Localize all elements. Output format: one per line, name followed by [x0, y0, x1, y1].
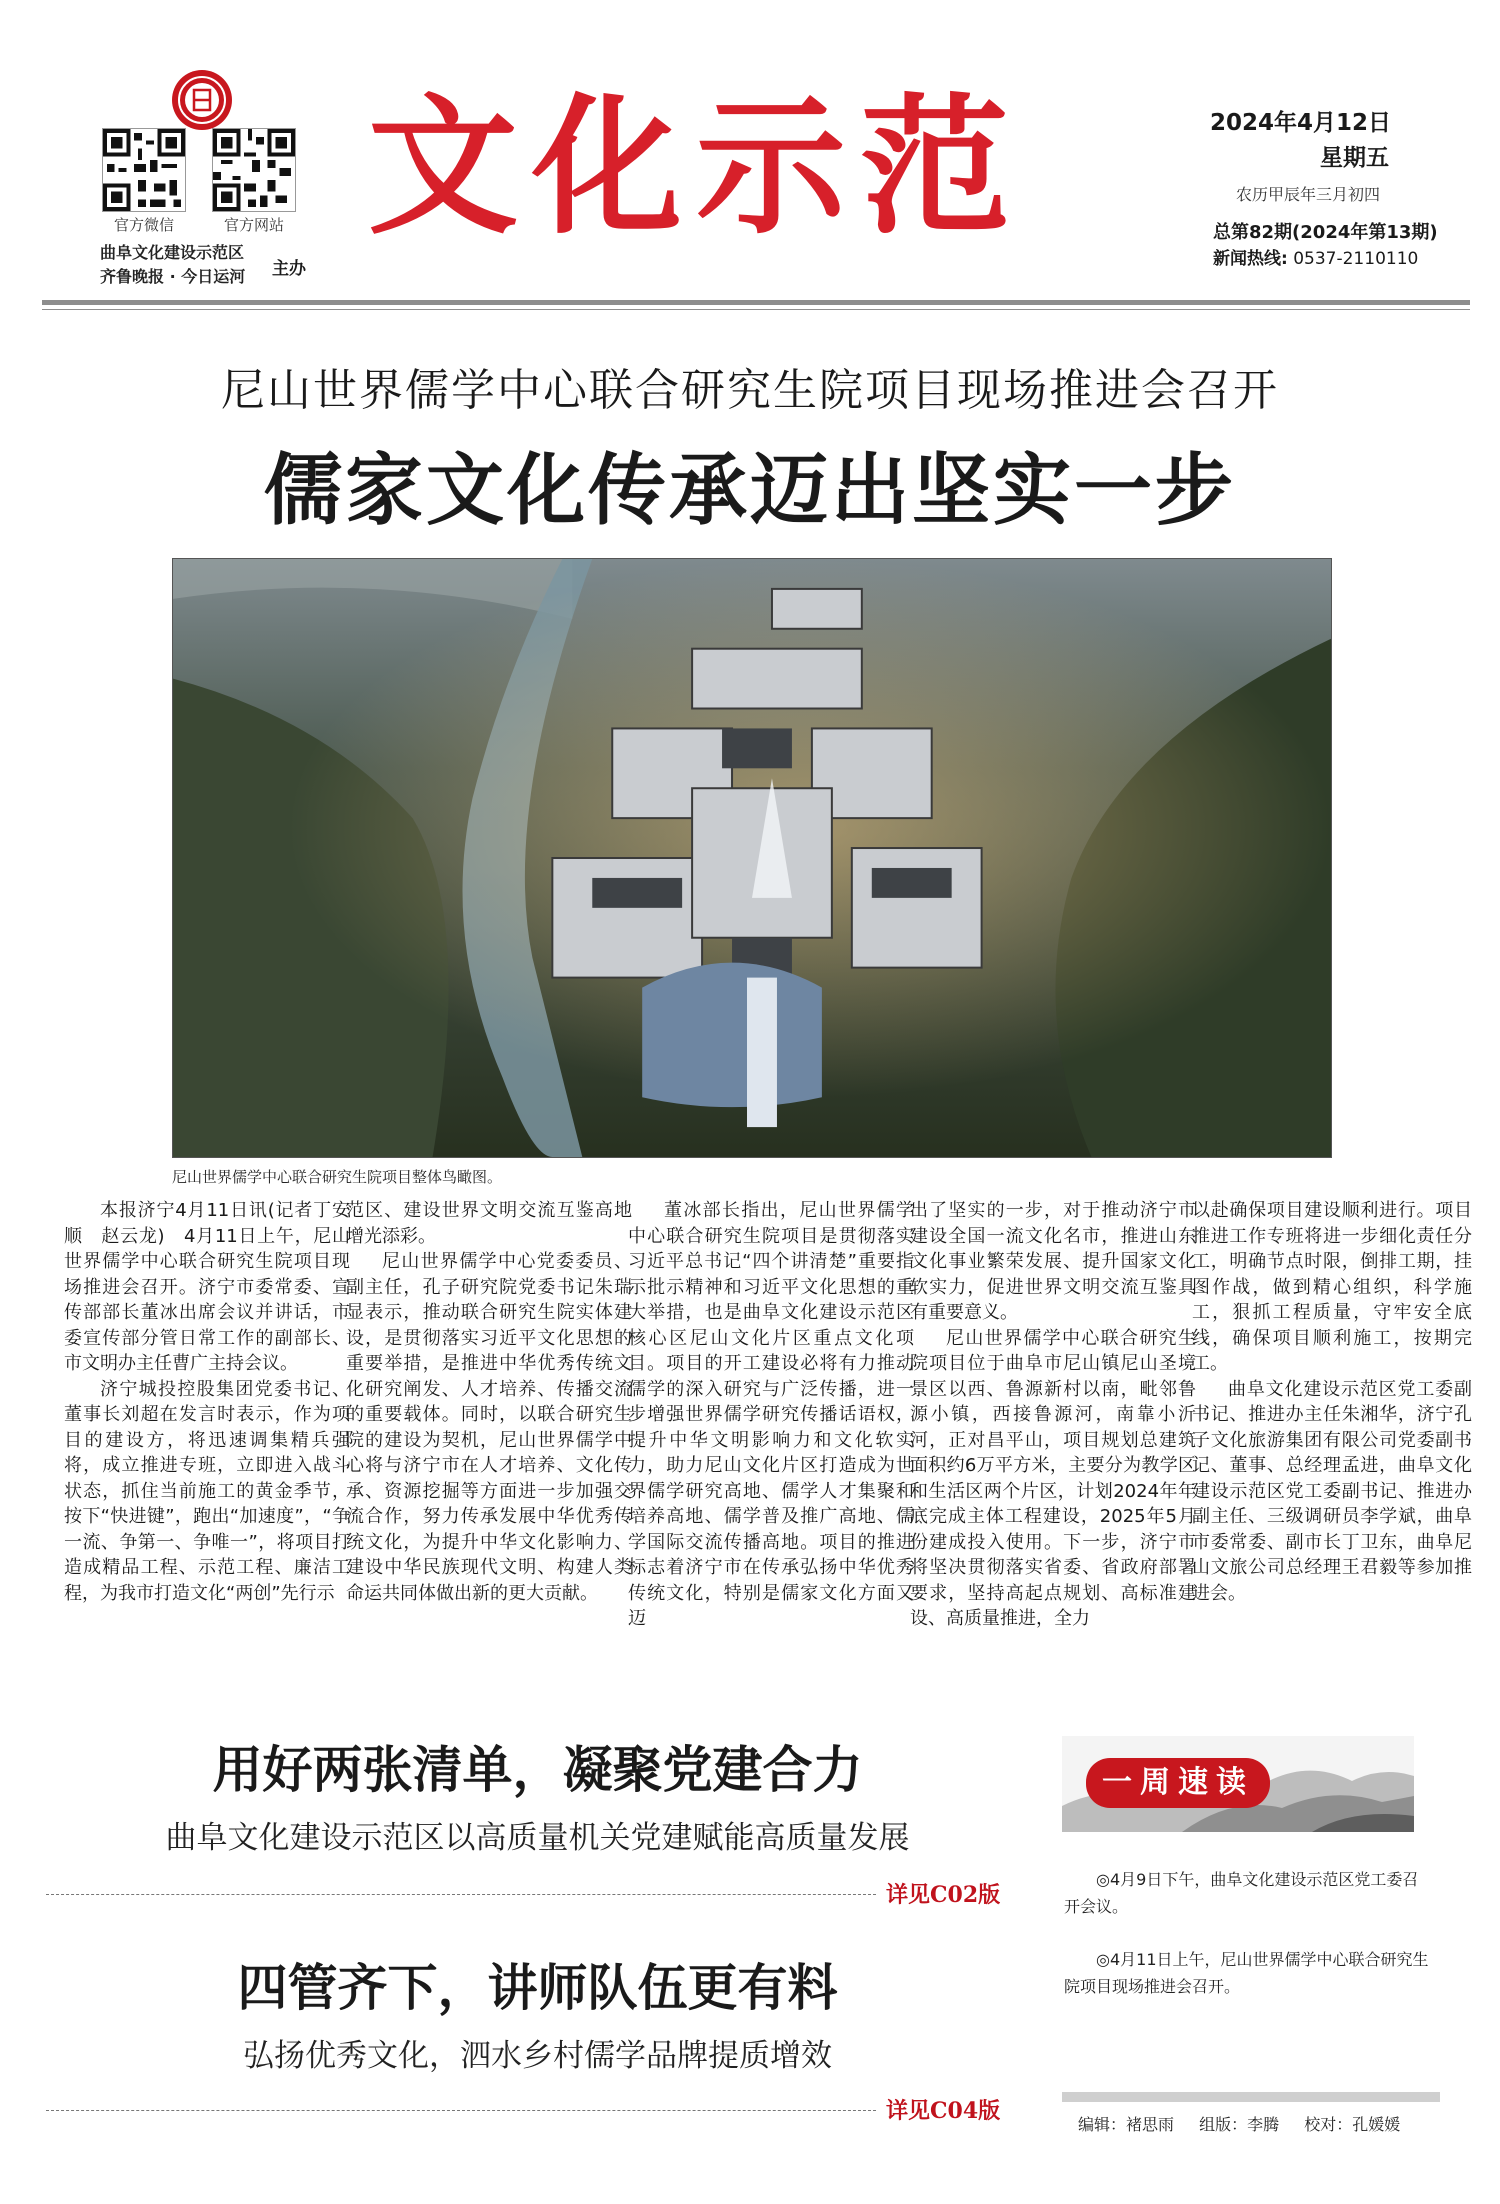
- photo-caption: 尼山世界儒学中心联合研究生院项目整体鸟瞰图。: [172, 1168, 503, 1186]
- brief-rule: [1062, 2092, 1440, 2102]
- issue-weekday: 星期五: [1320, 145, 1389, 171]
- article-paragraph: 曲阜文化建设示范区党工委副书记、推进办主任朱湘华，济宁孔子文化旅游集团有限公司党委副书记、董事、总经理孟进，曲阜文化建设示范区党工委副书记、推进办副主任、三级调研员李学斌，曲阜市委常委、副市长丁卫东，曲阜尼山文旅公司总经理王君毅等参加推进会。: [1192, 1378, 1472, 1604]
- article-column-4: [910, 1198, 1196, 1632]
- qr-label-website: 官方网站: [223, 216, 284, 234]
- credit-layout: 组版：李腾: [1199, 2115, 1280, 2134]
- qr-code-wechat[interactable]: [102, 128, 186, 212]
- article-column-1: [64, 1198, 350, 1606]
- article-paragraph: 董冰部长指出，尼山世界儒学中心联合研究生院项目是贯彻落实习近平总书记“四个讲清楚”重要指示批示精神和习近平文化思想的重大举措，也是曲阜文化建设示范区核心区尼山文化片区重点文化项目。项目的开工建设必将有力推动儒学的深入研究与广泛传播，进一步增强世界儒学研究传播话语权，提升中华文明影响力和文化软实力，助力尼山文化片区打造成为世界儒学研究高地、儒学人才集聚和培养高地、儒学普及推广高地、儒学国际交流传播高地。项目的推进标志着济宁市在传承弘扬中华优秀传统文化，特别是儒家文化方面又迈: [628, 1200, 914, 1629]
- lunar-date: 农历甲辰年三月初四: [1236, 185, 1381, 204]
- sponsor-line-2: 齐鲁晚报 · 今日运河: [100, 267, 246, 286]
- aerial-campus-photo[interactable]: [172, 558, 1332, 1158]
- sponsor-role: 主办: [272, 259, 306, 279]
- article-paragraph: 本报济宁4月11日讯(记者丁安顺 赵云龙) 4月11日上午，尼山世界儒学中心联合研究生院项目现场推进会召开。济宁市委常委、宣传部部长董冰出席会议并讲话，市委宣传部分管日常工作的副部长、市文明办主任曹广主持会议。: [64, 1200, 350, 1374]
- story2-divider: [46, 1894, 876, 1895]
- sponsor-line-1: 曲阜文化建设示范区: [100, 243, 245, 262]
- article-column-5: [1192, 1198, 1472, 1606]
- page-credits: [1078, 2112, 1416, 2135]
- weekly-brief-title: 一周速读: [1086, 1758, 1270, 1808]
- story2-see-page-link[interactable]: 详见C02版: [886, 1882, 1001, 1908]
- newspaper-flag-title: 文化示范: [368, 79, 1025, 255]
- story2-headline[interactable]: 用好两张清单，凝聚党建合力: [212, 1740, 863, 1799]
- qr-label-wechat: 官方微信: [113, 216, 174, 234]
- article-paragraph: 出了坚实的一步，对于推动济宁市建设全国一流文化名市，推进山东文化事业繁荣发展、提升国家文化软实力，促进世界文明交流互鉴具有重要意义。: [910, 1200, 1196, 1323]
- credit-editor: 编辑：褚思雨: [1078, 2115, 1175, 2134]
- lead-headline[interactable]: 儒家文化传承迈出坚实一步: [263, 445, 1236, 536]
- hotline-number: 0537-2110110: [1293, 249, 1419, 269]
- institution-seal-icon: [172, 70, 232, 130]
- hotline-label: 新闻热线:: [1213, 249, 1288, 269]
- date-block: [1210, 104, 1490, 205]
- lead-kicker: 尼山世界儒学中心联合研究生院项目现场推进会召开: [221, 365, 1279, 416]
- issue-date: 2024年4月12日: [1210, 110, 1392, 136]
- weekly-brief-item[interactable]: ◎4月11日上午，尼山世界儒学中心联合研究生院项目现场推进会召开。: [1064, 1950, 1429, 1996]
- story2-subhead: 曲阜文化建设示范区以高质量机关党建赋能高质量发展: [165, 1820, 910, 1856]
- masthead-rule-thin: [42, 309, 1470, 310]
- article-paragraph: 济宁城投控股集团党委书记、董事长刘超在发言时表示，作为项目的建设方，将迅速调集精兵强将，成立推进专班，立即进入战斗状态，抓住当前施工的黄金季节，按下“快进键”，跑出“加速度”，“争一流、争第一、争唯一”，将项目打造成精品工程、示范工程、廉洁工程，为我市打造文化“两创”先行示: [64, 1378, 350, 1604]
- masthead-rule: [42, 300, 1470, 305]
- story3-see-page-link[interactable]: 详见C04版: [886, 2098, 1001, 2124]
- credit-proofreader: 校对：孔媛媛: [1304, 2115, 1401, 2134]
- news-hotline: [1213, 244, 1418, 269]
- story3-divider: [46, 2110, 876, 2111]
- issue-number: 总第82期(2024年第13期): [1213, 222, 1438, 243]
- story3-subhead: 弘扬优秀文化，泗水乡村儒学品牌提质增效: [243, 2038, 832, 2074]
- story3-headline[interactable]: 四管齐下，讲师队伍更有料: [237, 1958, 838, 2017]
- article-paragraph: 尼山世界儒学中心党委委员、副主任，孔子研究院党委书记朱瑞显表示，推动联合研究生院实体建设，是贯彻落实习近平文化思想的重要举措，是推进中华优秀传统文化研究阐发、人才培养、传播交流的重要载体。同时，以联合研究生院的建设为契机，尼山世界儒学中心将与济宁市在人才培养、文化传承、资源挖掘等方面进一步加强交流合作，努力传承发展中华优秀传统文化，为提升中华文化影响力、建设中华民族现代文明、构建人类命运共同体做出新的更大贡献。: [346, 1251, 632, 1604]
- article-column-3: [628, 1198, 914, 1632]
- article-paragraph: 尼山世界儒学中心联合研究生院项目位于曲阜市尼山镇尼山圣境景区以西、鲁源新村以南，毗邻鲁源小镇，西接鲁源河，南靠小沂河，正对昌平山，项目规划总建筑面积约6万平方米，主要分为教学区和生活区两个片区，计划2024年年底完成主体工程建设，2025年5月份建成投入使用。下一步，济宁市将坚决贯彻落实省委、省政府部署要求，坚持高起点规划、高标准建设、高质量推进，全力: [910, 1327, 1196, 1629]
- weekly-brief-item[interactable]: ◎4月9日下午，曲阜文化建设示范区党工委召开会议。: [1064, 1870, 1419, 1916]
- article-column-2: [346, 1198, 632, 1606]
- article-paragraph: 范区、建设世界文明交流互鉴高地增光添彩。: [346, 1200, 632, 1247]
- article-paragraph: 以赴确保项目建设顺利进行。项目推进工作专班将进一步细化责任分工，明确节点时限，倒排工期，挂图作战，做到精心组织，科学施工，狠抓工程质量，守牢安全底线，确保项目顺利施工，按期完工。: [1192, 1200, 1472, 1374]
- qr-code-website[interactable]: [212, 128, 296, 212]
